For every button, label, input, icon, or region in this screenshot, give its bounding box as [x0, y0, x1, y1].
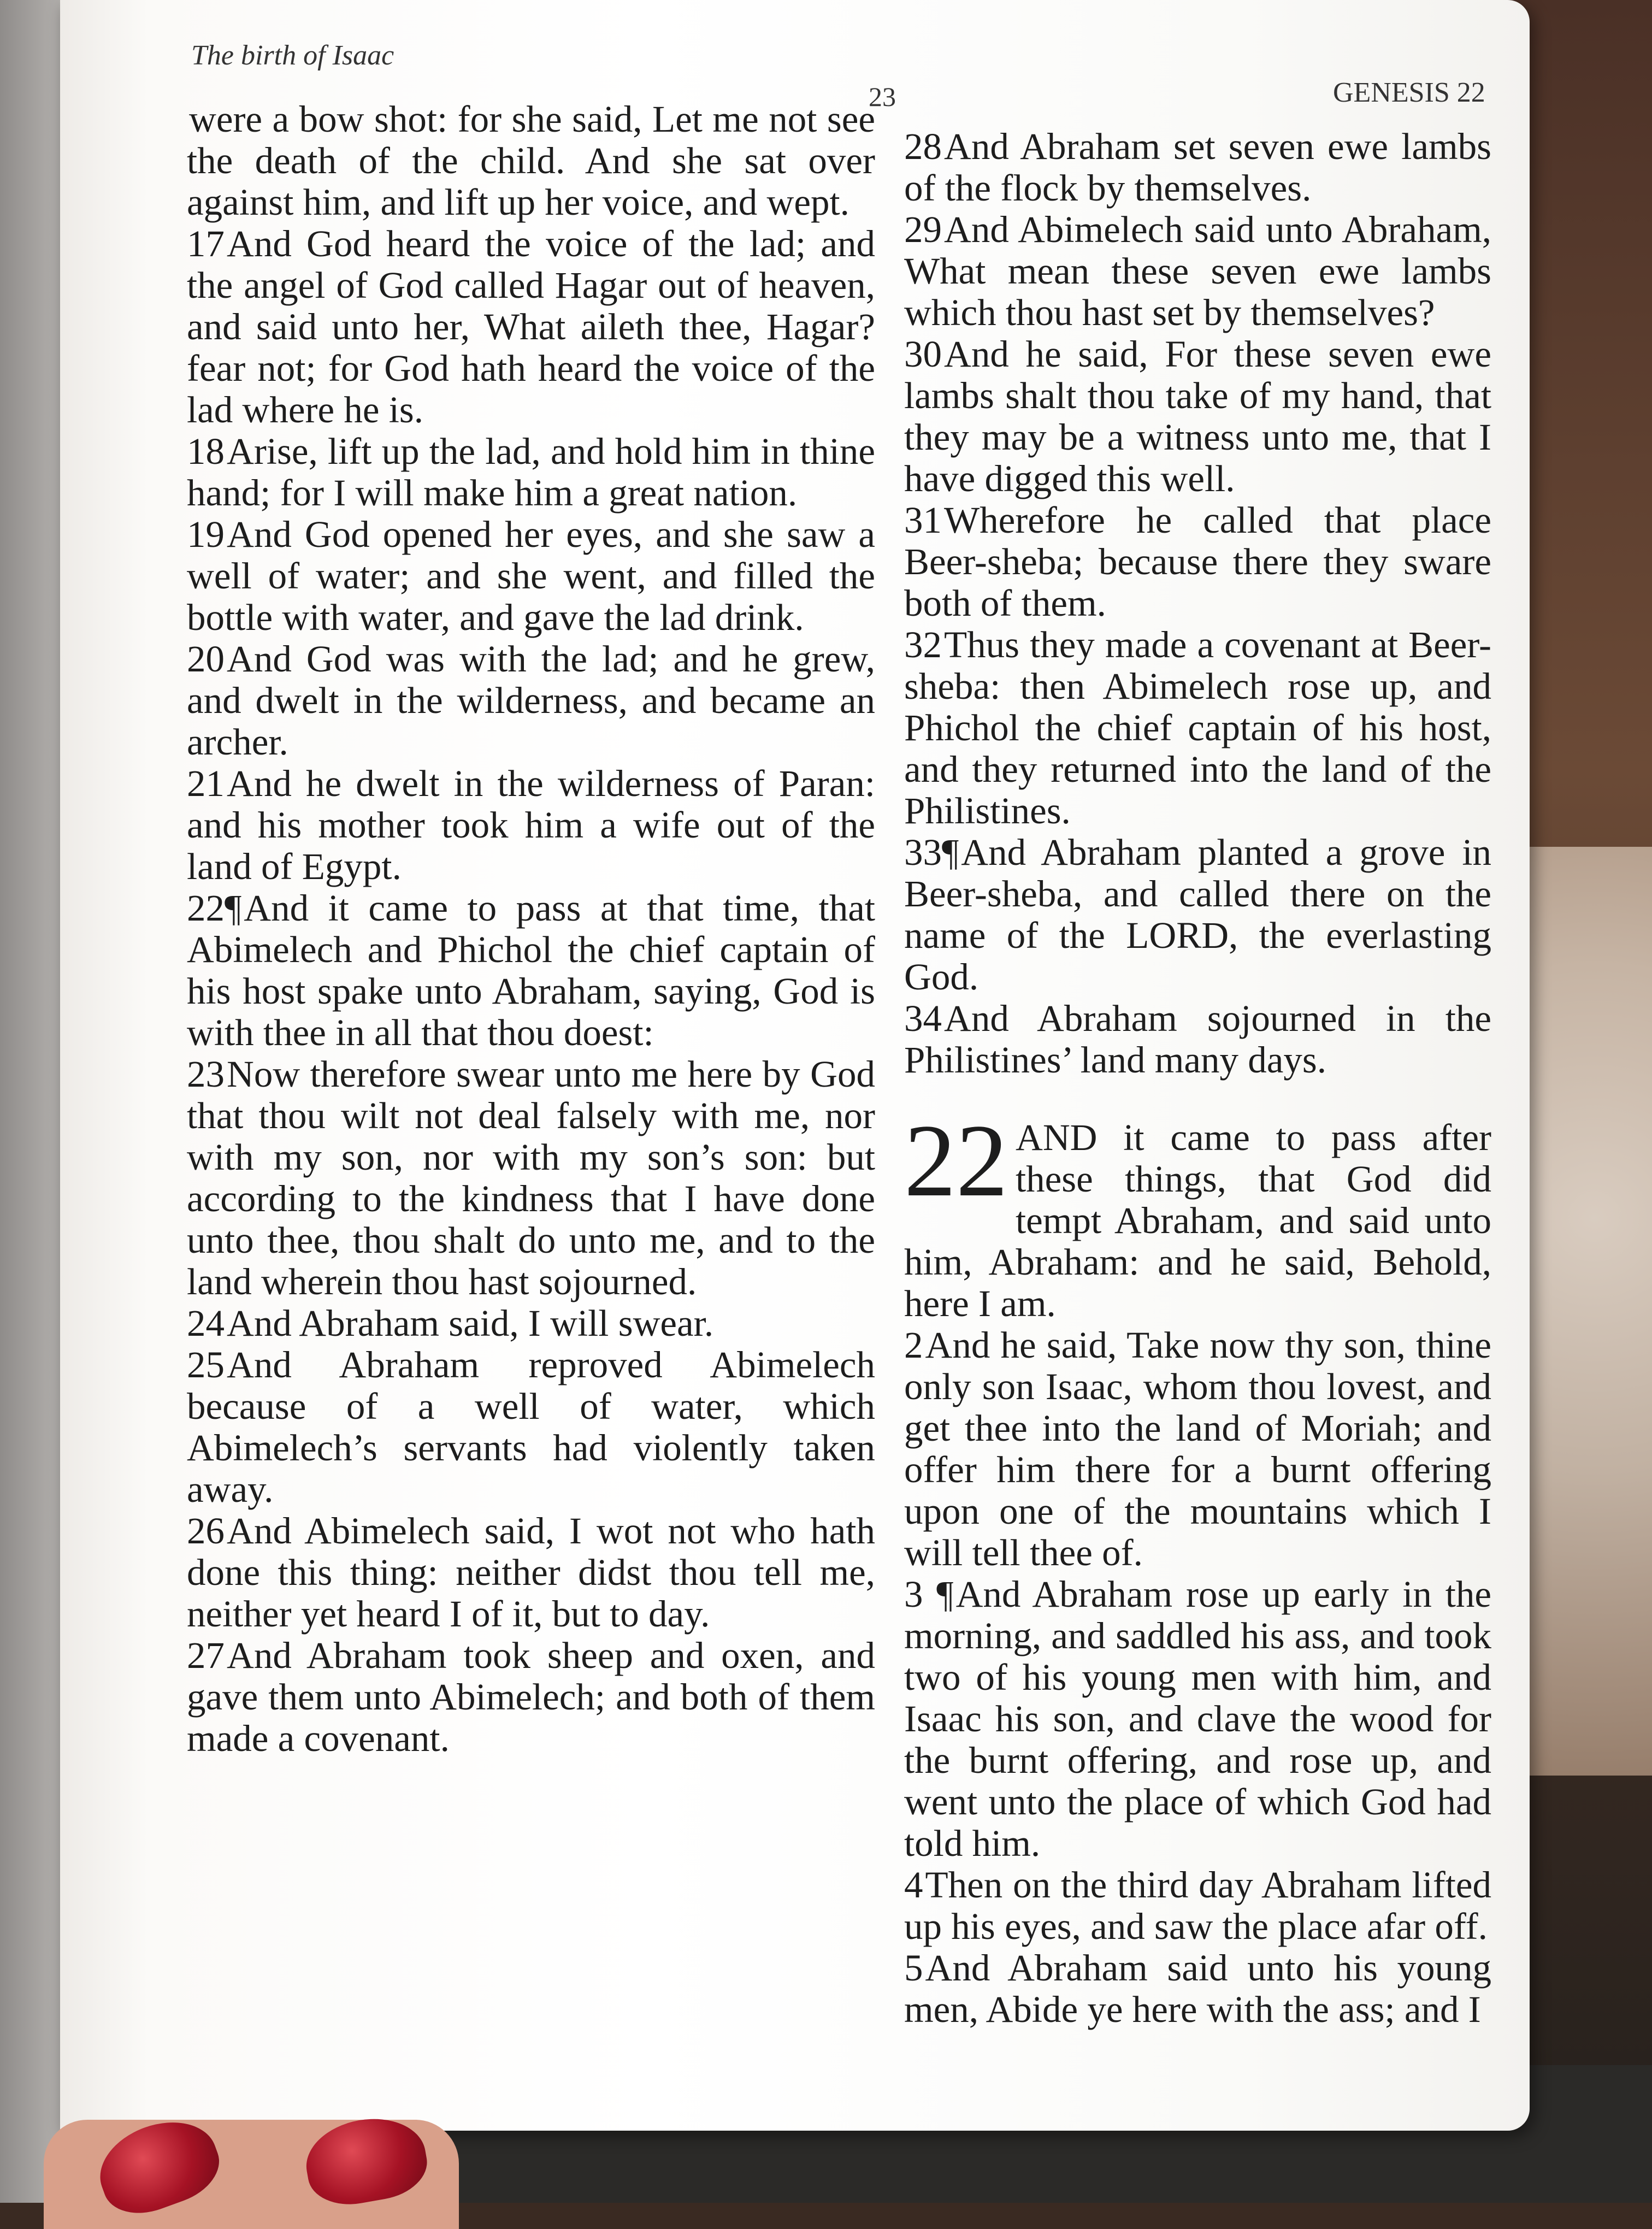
chapter-opening-verse: AND it came to pass after these things, that God did tempt Abraham, and said unto him, Abraham: and he said, Behold, here I am. [904, 1117, 1491, 1324]
verse-number: 26 [187, 1510, 225, 1552]
verse [187, 1344, 875, 1510]
page-number: 23 [869, 81, 896, 112]
verse-text: And Abraham said unto his young men, Abide ye here with the ass; and I [904, 1947, 1491, 2030]
verse-number: 29 [904, 209, 942, 250]
verse [187, 1053, 875, 1302]
verse-number: 19 [187, 514, 225, 555]
verse-number: 5 [904, 1947, 923, 1989]
verse [187, 763, 875, 887]
verse-number: 17 [187, 223, 225, 264]
verse [904, 832, 1491, 998]
verse-text: Thus they made a covenant at Beer-sheba: then Abimelech rose up, and Phichol the chief captain of his host, and they returned into the land of the Philistines. [904, 624, 1491, 832]
verse [187, 1510, 875, 1635]
verse-text: Now therefore swear unto me here by God that thou wilt not deal falsely with me, nor with my son, nor with my son’s son: but according to the kindness that I have done unto thee, thou shalt do unto me, and to the land wherein thou hast sojourned. [187, 1053, 875, 1302]
left-column [187, 98, 875, 1759]
chapter-start [904, 1104, 1491, 1324]
verse-number: 31 [904, 499, 942, 541]
verse-text: And Abraham said, I will swear. [227, 1302, 714, 1344]
verse [187, 1635, 875, 1759]
verse [904, 1324, 1491, 1573]
verse-text: And Abraham sojourned in the Philistines’ land many days. [904, 998, 1491, 1081]
verse-text: Wherefore he called that place Beer-sheba; because there they sware both of them. [904, 499, 1491, 624]
verse-number: 23 [187, 1053, 225, 1095]
bible-page [60, 0, 1530, 2131]
verse-number: 18 [187, 431, 225, 472]
verse-number: 22¶ [187, 887, 242, 929]
verse [904, 624, 1491, 832]
verse-text: Then on the third day Abraham lifted up his eyes, and saw the place afar off. [904, 1864, 1491, 1947]
verse-text: And Abimelech said unto Abraham, What mean these seven ewe lambs which thou hast set by themselves? [904, 209, 1491, 333]
verse-number: 20 [187, 638, 225, 680]
verse-number: 33¶ [904, 832, 959, 873]
verse-number: 21 [187, 763, 225, 804]
verse [187, 431, 875, 514]
verse-text: And Abraham reproved Abimelech because of a well of water, which Abimelech’s servants had violently taken away. [187, 1344, 875, 1510]
verse [904, 1864, 1491, 1947]
verse-text: And God was with the lad; and he grew, and dwelt in the wilderness, and became an archer. [187, 638, 875, 763]
verse [904, 209, 1491, 333]
verse-number: 32 [904, 624, 942, 665]
verse-text: And he said, For these seven ewe lambs shalt thou take of my hand, that they may be a witness unto me, that I have digged this well. [904, 333, 1491, 499]
verse [187, 223, 875, 431]
verse-text: And Abraham rose up early in the morning, and saddled his ass, and took two of his young men with him, and Isaac his son, and clave the wood for the burnt offering, and rose up, and went unto the place of which God had told him. [904, 1573, 1491, 1864]
verse-text: And Abraham planted a grove in Beer-sheba, and called there on the name of the LORD, the everlasting God. [904, 832, 1491, 998]
verse-number: 34 [904, 998, 942, 1039]
verse-text: And he dwelt in the wilderness of Paran: and his mother took him a wife out of the land of Egypt. [187, 763, 875, 887]
verse [904, 998, 1491, 1081]
verse [187, 887, 875, 1053]
verse [904, 499, 1491, 624]
verse-number: 2 [904, 1324, 923, 1366]
verse-number: 27 [187, 1635, 225, 1676]
verse-text: Arise, lift up the lad, and hold him in thine hand; for I will make him a great nation. [187, 431, 875, 514]
verse-number: 24 [187, 1302, 225, 1344]
verse-number: 3 ¶ [904, 1573, 954, 1615]
verse-text: were a bow shot: for she said, Let me not see the death of the child. And she sat over against him, and lift up her voice, and wept. [187, 98, 875, 223]
verse [187, 514, 875, 638]
verse [187, 98, 875, 223]
verse-number: 4 [904, 1864, 923, 1906]
verse-number: 25 [187, 1344, 225, 1385]
verse [904, 126, 1491, 209]
running-head-left: The birth of Isaac [191, 40, 394, 71]
verse-text: And it came to pass at that time, that Abimelech and Phichol the chief captain of his host spake unto Abraham, saying, God is with thee in all that thou doest: [187, 887, 875, 1053]
right-column [904, 126, 1491, 2030]
verse [904, 1947, 1491, 2030]
verse [187, 1302, 875, 1344]
chapter-number: 22 [904, 1104, 1008, 1218]
running-head-right: GENESIS 22 [1333, 77, 1485, 108]
verse-text: And Abraham took sheep and oxen, and gave them unto Abimelech; and both of them made a covenant. [187, 1635, 875, 1759]
verse [187, 638, 875, 763]
verse-text: And God opened her eyes, and she saw a well of water; and she went, and filled the bottle with water, and gave the lad drink. [187, 514, 875, 638]
verse-number: 28 [904, 126, 942, 167]
verse-text: And God heard the voice of the lad; and the angel of God called Hagar out of heaven, and said unto her, What aileth thee, Hagar? fear not; for God hath heard the voice of the lad where he is. [187, 223, 875, 431]
verse-text: And Abraham set seven ewe lambs of the flock by themselves. [904, 126, 1491, 209]
verse-text: And Abimelech said, I wot not who hath done this thing: neither didst thou tell me, neither yet heard I of it, but to day. [187, 1510, 875, 1635]
verse-text: And he said, Take now thy son, thine only son Isaac, whom thou lovest, and get thee into the land of Moriah; and offer him there for a burnt offering upon one of the mountains which I will tell thee of. [904, 1324, 1491, 1573]
verse-number: 30 [904, 333, 942, 375]
verse [904, 1573, 1491, 1864]
verse [904, 333, 1491, 499]
